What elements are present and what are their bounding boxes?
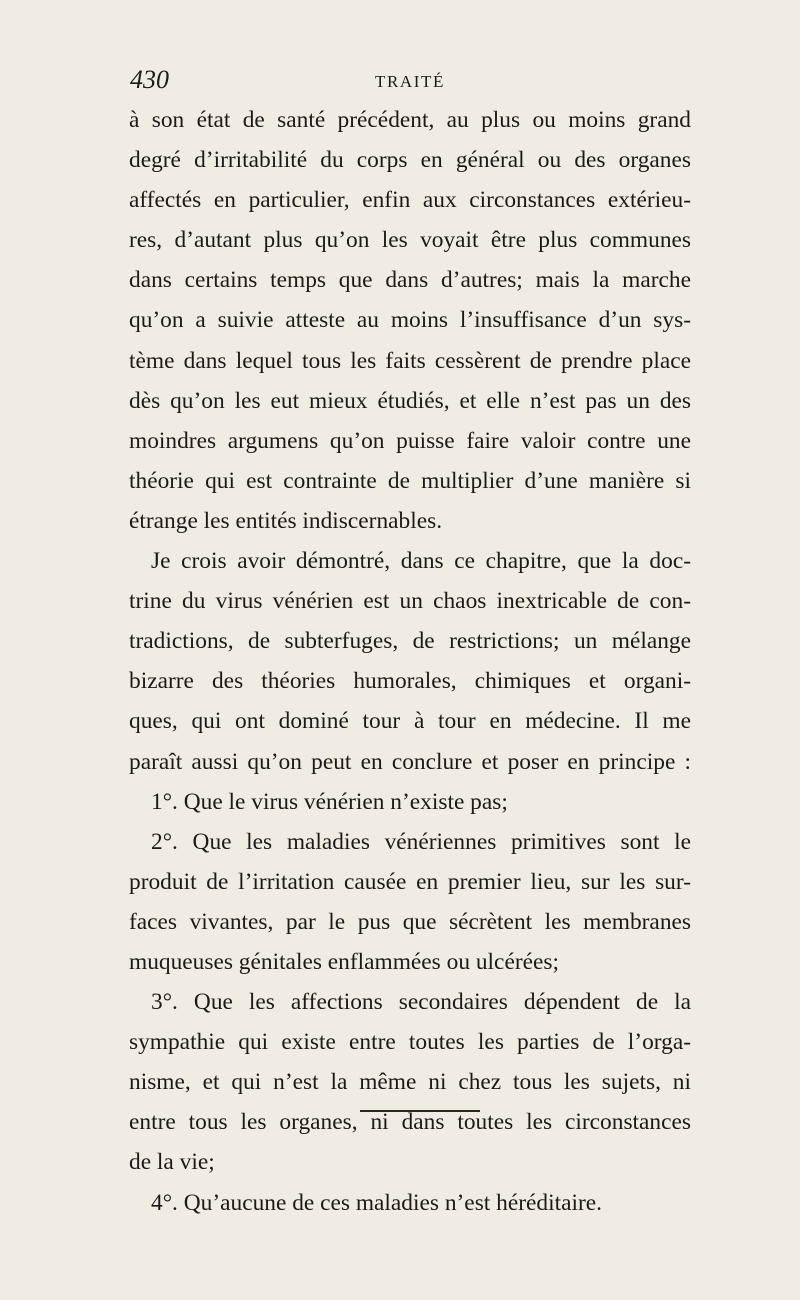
text-line: Je crois avoir démontré, dans ce chapitre, que la doc-	[151, 548, 691, 575]
text-line: paraît aussi qu’on peut en conclure et poser en principe :	[129, 748, 691, 775]
text-line: produit de l’irritation causée en premier lieu, sur les sur-	[129, 868, 691, 895]
text-line: tradictions, de subterfuges, de restrictions; un mélange	[129, 628, 691, 655]
text-line: faces vivantes, par le pus que sécrètent les membranes	[129, 908, 691, 935]
end-rule	[360, 1110, 480, 1112]
text-line: res, d’autant plus qu’on les voyait être plus communes	[129, 227, 691, 254]
text-line: à son état de santé précédent, au plus ou moins grand	[129, 107, 691, 133]
text-line: tème dans lequel tous les faits cessèrent de prendre place	[129, 347, 691, 374]
list-item: 3°. Que les affections secondaires dépendent de la	[151, 989, 691, 1016]
page-number: 430	[130, 65, 169, 94]
text-line: ques, qui ont dominé tour à tour en médecine. Il me	[129, 708, 691, 735]
text-line: étrange les entités indiscernables.	[129, 507, 443, 534]
text-line: bizarre des théories humorales, chimiques et organi-	[129, 668, 691, 695]
text-line: sympathie qui existe entre toutes les parties de l’orga-	[129, 1029, 691, 1056]
running-title: TRAITÉ	[374, 72, 446, 91]
body-text	[129, 100, 691, 1223]
text-line: dès qu’on les eut mieux étudiés, et elle n’est pas un des	[129, 387, 691, 414]
text-line: qu’on a suivie atteste au moins l’insuffisance d’un sys-	[129, 307, 691, 334]
text-line: de la vie;	[129, 1149, 215, 1176]
text-line: entre tous les organes, ni dans toutes les circonstances	[129, 1109, 691, 1136]
text-line: trine du virus vénérien est un chaos inextricable de con-	[129, 588, 691, 615]
text-line: degré d’irritabilité du corps en général ou des organes	[129, 147, 691, 174]
page-header	[130, 62, 690, 98]
list-item: 1°. Que le virus vénérien n’existe pas;	[151, 788, 508, 815]
text-line: dans certains temps que dans d’autres; mais la marche	[129, 267, 691, 294]
list-item: 4°. Qu’aucune de ces maladies n’est héréditaire.	[151, 1189, 602, 1216]
list-item: 2°. Que les maladies vénériennes primitives sont le	[151, 828, 691, 855]
text-line: nisme, et qui n’est la même ni chez tous les sujets, ni	[129, 1069, 691, 1096]
text-line: théorie qui est contrainte de multiplier d’une manière si	[129, 467, 691, 494]
text-line: muqueuses génitales enflammées ou ulcérées;	[129, 948, 559, 975]
text-line: moindres argumens qu’on puisse faire valoir contre une	[129, 427, 691, 454]
text-line: affectés en particulier, enfin aux circonstances extérieu-	[129, 187, 691, 214]
